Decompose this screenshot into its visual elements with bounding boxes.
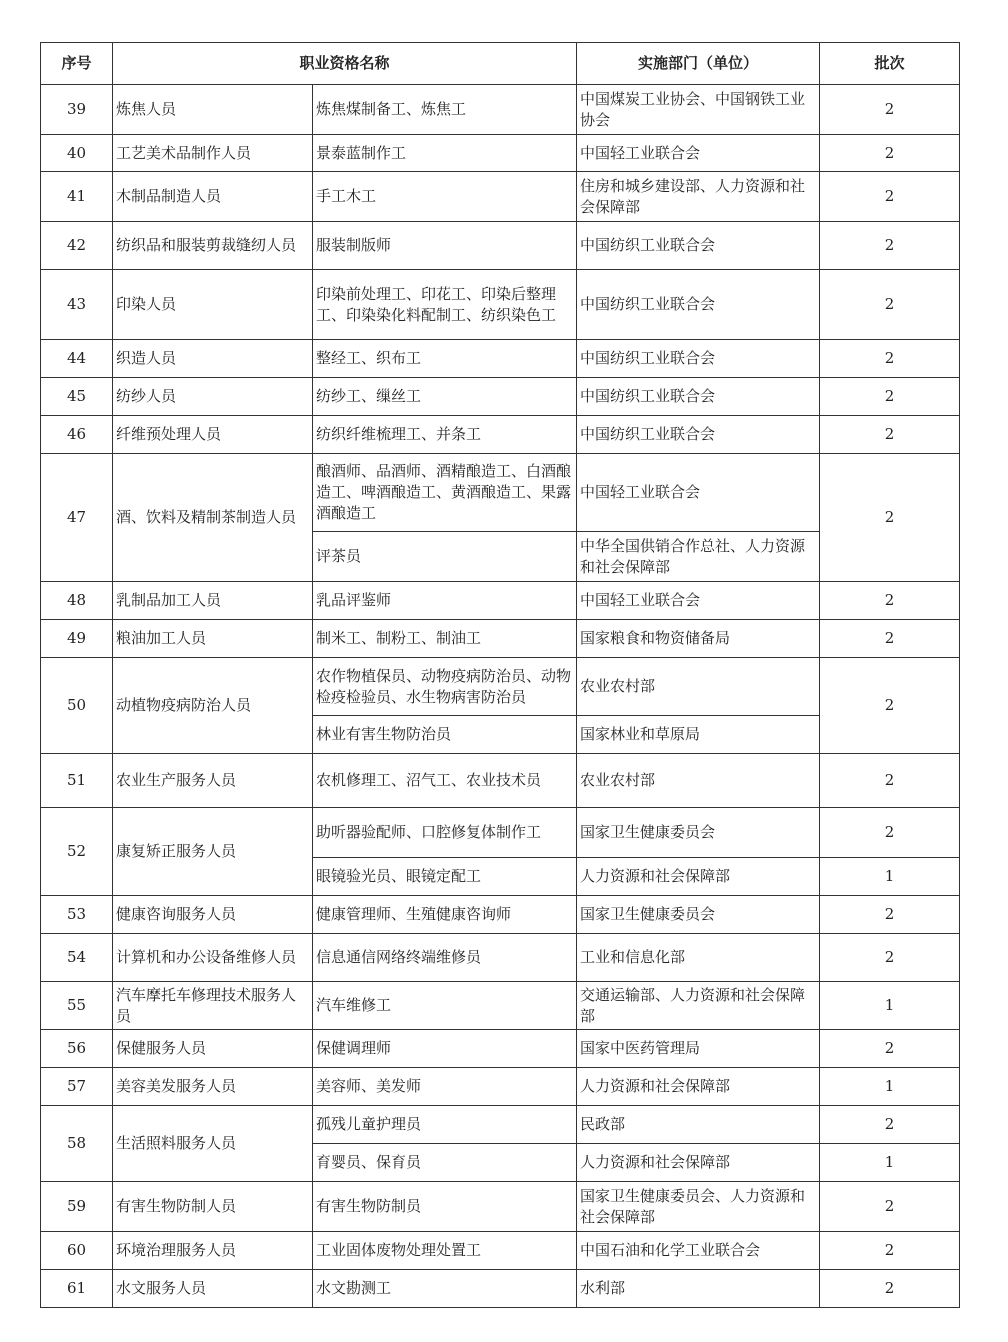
table-row [41, 982, 960, 1030]
table-row [41, 658, 960, 716]
header-department: 实施部门（单位） [577, 43, 820, 85]
batch-cell: 2 [820, 270, 960, 340]
qualification-table [40, 42, 960, 1308]
batch-cell: 2 [820, 416, 960, 454]
qualification-name: 服装制版师 [313, 222, 577, 270]
qualification-name: 手工木工 [313, 172, 577, 222]
occupation-category: 健康咨询服务人员 [113, 896, 313, 934]
occupation-category: 纺纱人员 [113, 378, 313, 416]
batch-cell: 2 [820, 135, 960, 172]
qualification-name: 美容师、美发师 [313, 1068, 577, 1106]
qualification-name: 农作物植保员、动物疫病防治员、动物检疫检验员、水生物病害防治员 [313, 658, 577, 716]
occupation-category: 织造人员 [113, 340, 313, 378]
table-row [41, 808, 960, 858]
table-row [41, 582, 960, 620]
table-row [41, 416, 960, 454]
qualification-name: 纺织纤维梳理工、并条工 [313, 416, 577, 454]
department-cell: 中国石油和化学工业联合会 [577, 1232, 820, 1270]
occupation-category: 工艺美术品制作人员 [113, 135, 313, 172]
row-number: 53 [41, 896, 113, 934]
batch-cell: 2 [820, 754, 960, 808]
batch-cell: 2 [820, 582, 960, 620]
row-number: 56 [41, 1030, 113, 1068]
department-cell: 国家卫生健康委员会 [577, 808, 820, 858]
occupation-category: 印染人员 [113, 270, 313, 340]
row-number: 61 [41, 1270, 113, 1308]
department-cell: 中国纺织工业联合会 [577, 222, 820, 270]
row-number: 57 [41, 1068, 113, 1106]
row-number: 40 [41, 135, 113, 172]
row-number: 60 [41, 1232, 113, 1270]
batch-cell: 2 [820, 222, 960, 270]
table-row [41, 896, 960, 934]
table-row [41, 1270, 960, 1308]
row-number: 42 [41, 222, 113, 270]
batch-cell: 1 [820, 1068, 960, 1106]
table-row [41, 1182, 960, 1232]
qualification-name: 炼焦煤制备工、炼焦工 [313, 85, 577, 135]
qualification-name: 健康管理师、生殖健康咨询师 [313, 896, 577, 934]
batch-cell: 1 [820, 982, 960, 1030]
row-number: 58 [41, 1106, 113, 1182]
table-row [41, 1232, 960, 1270]
batch-cell: 2 [820, 378, 960, 416]
department-cell: 农业农村部 [577, 754, 820, 808]
row-number: 54 [41, 934, 113, 982]
department-cell: 国家中医药管理局 [577, 1030, 820, 1068]
qualification-name: 制米工、制粉工、制油工 [313, 620, 577, 658]
row-number: 59 [41, 1182, 113, 1232]
department-cell: 中华全国供销合作总社、人力资源和社会保障部 [577, 532, 820, 582]
occupation-category: 有害生物防制人员 [113, 1182, 313, 1232]
batch-cell: 2 [820, 172, 960, 222]
batch-cell: 2 [820, 658, 960, 754]
department-cell: 中国轻工业联合会 [577, 135, 820, 172]
occupation-category: 纺织品和服装剪裁缝纫人员 [113, 222, 313, 270]
qualification-name: 眼镜验光员、眼镜定配工 [313, 858, 577, 896]
batch-cell: 2 [820, 1106, 960, 1144]
table-row [41, 378, 960, 416]
qualification-name: 纺纱工、缫丝工 [313, 378, 577, 416]
header-qualification: 职业资格名称 [113, 43, 577, 85]
department-cell: 人力资源和社会保障部 [577, 1068, 820, 1106]
occupation-category: 粮油加工人员 [113, 620, 313, 658]
row-number: 46 [41, 416, 113, 454]
row-number: 50 [41, 658, 113, 754]
occupation-category: 环境治理服务人员 [113, 1232, 313, 1270]
row-number: 41 [41, 172, 113, 222]
department-cell: 民政部 [577, 1106, 820, 1144]
department-cell: 工业和信息化部 [577, 934, 820, 982]
batch-cell: 2 [820, 85, 960, 135]
qualification-name: 水文勘测工 [313, 1270, 577, 1308]
row-number: 48 [41, 582, 113, 620]
batch-cell: 2 [820, 1270, 960, 1308]
department-cell: 中国纺织工业联合会 [577, 416, 820, 454]
occupation-category: 木制品制造人员 [113, 172, 313, 222]
qualification-name: 整经工、织布工 [313, 340, 577, 378]
header-batch: 批次 [820, 43, 960, 85]
occupation-category: 动植物疫病防治人员 [113, 658, 313, 754]
department-cell: 中国纺织工业联合会 [577, 378, 820, 416]
department-cell: 中国煤炭工业协会、中国钢铁工业协会 [577, 85, 820, 135]
table-row [41, 340, 960, 378]
occupation-category: 保健服务人员 [113, 1030, 313, 1068]
qualification-name: 印染前处理工、印花工、印染后整理工、印染染化料配制工、纺织染色工 [313, 270, 577, 340]
qualification-name: 有害生物防制员 [313, 1182, 577, 1232]
occupation-category: 计算机和办公设备维修人员 [113, 934, 313, 982]
department-cell: 水利部 [577, 1270, 820, 1308]
qualification-name: 农机修理工、沼气工、农业技术员 [313, 754, 577, 808]
batch-cell: 2 [820, 934, 960, 982]
batch-cell: 2 [820, 808, 960, 858]
qualification-name: 乳品评鉴师 [313, 582, 577, 620]
row-number: 47 [41, 454, 113, 582]
row-number: 43 [41, 270, 113, 340]
department-cell: 农业农村部 [577, 658, 820, 716]
row-number: 55 [41, 982, 113, 1030]
qualification-name: 孤残儿童护理员 [313, 1106, 577, 1144]
table-row [41, 1068, 960, 1106]
qualification-name: 评茶员 [313, 532, 577, 582]
occupation-category: 汽车摩托车修理技术服务人员 [113, 982, 313, 1030]
occupation-category: 康复矫正服务人员 [113, 808, 313, 896]
qualification-name: 育婴员、保育员 [313, 1144, 577, 1182]
department-cell: 国家卫生健康委员会、人力资源和社会保障部 [577, 1182, 820, 1232]
qualification-name: 酿酒师、品酒师、酒精酿造工、白酒酿造工、啤酒酿造工、黄酒酿造工、果露酒酿造工 [313, 454, 577, 532]
occupation-category: 乳制品加工人员 [113, 582, 313, 620]
header-num: 序号 [41, 43, 113, 85]
qualification-name: 林业有害生物防治员 [313, 716, 577, 754]
row-number: 51 [41, 754, 113, 808]
batch-cell: 2 [820, 1232, 960, 1270]
batch-cell: 2 [820, 1182, 960, 1232]
table-row [41, 1030, 960, 1068]
batch-cell: 2 [820, 1030, 960, 1068]
department-cell: 人力资源和社会保障部 [577, 858, 820, 896]
table-row [41, 934, 960, 982]
occupation-category: 农业生产服务人员 [113, 754, 313, 808]
qualification-name: 信息通信网络终端维修员 [313, 934, 577, 982]
occupation-category: 酒、饮料及精制茶制造人员 [113, 454, 313, 582]
batch-cell: 1 [820, 858, 960, 896]
table-row [41, 135, 960, 172]
qualification-name: 工业固体废物处理处置工 [313, 1232, 577, 1270]
table-row [41, 754, 960, 808]
batch-cell: 2 [820, 620, 960, 658]
table-row [41, 85, 960, 135]
table-row [41, 222, 960, 270]
qualification-name: 助听器验配师、口腔修复体制作工 [313, 808, 577, 858]
batch-cell: 1 [820, 1144, 960, 1182]
qualification-name: 景泰蓝制作工 [313, 135, 577, 172]
batch-cell: 2 [820, 896, 960, 934]
qualification-name: 保健调理师 [313, 1030, 577, 1068]
batch-cell: 2 [820, 340, 960, 378]
occupation-category: 纤维预处理人员 [113, 416, 313, 454]
department-cell: 国家林业和草原局 [577, 716, 820, 754]
department-cell: 人力资源和社会保障部 [577, 1144, 820, 1182]
occupation-category: 美容美发服务人员 [113, 1068, 313, 1106]
row-number: 45 [41, 378, 113, 416]
table-row [41, 1106, 960, 1144]
row-number: 44 [41, 340, 113, 378]
occupation-category: 水文服务人员 [113, 1270, 313, 1308]
occupation-category: 生活照料服务人员 [113, 1106, 313, 1182]
table-row [41, 454, 960, 532]
row-number: 49 [41, 620, 113, 658]
batch-cell: 2 [820, 454, 960, 582]
qualification-name: 汽车维修工 [313, 982, 577, 1030]
table-row [41, 270, 960, 340]
occupation-category: 炼焦人员 [113, 85, 313, 135]
department-cell: 中国轻工业联合会 [577, 582, 820, 620]
department-cell: 中国轻工业联合会 [577, 454, 820, 532]
header-row [41, 43, 960, 85]
department-cell: 中国纺织工业联合会 [577, 270, 820, 340]
table-row [41, 620, 960, 658]
row-number: 52 [41, 808, 113, 896]
department-cell: 住房和城乡建设部、人力资源和社会保障部 [577, 172, 820, 222]
department-cell: 国家卫生健康委员会 [577, 896, 820, 934]
department-cell: 交通运输部、人力资源和社会保障部 [577, 982, 820, 1030]
department-cell: 中国纺织工业联合会 [577, 340, 820, 378]
row-number: 39 [41, 85, 113, 135]
table-row [41, 172, 960, 222]
department-cell: 国家粮食和物资储备局 [577, 620, 820, 658]
